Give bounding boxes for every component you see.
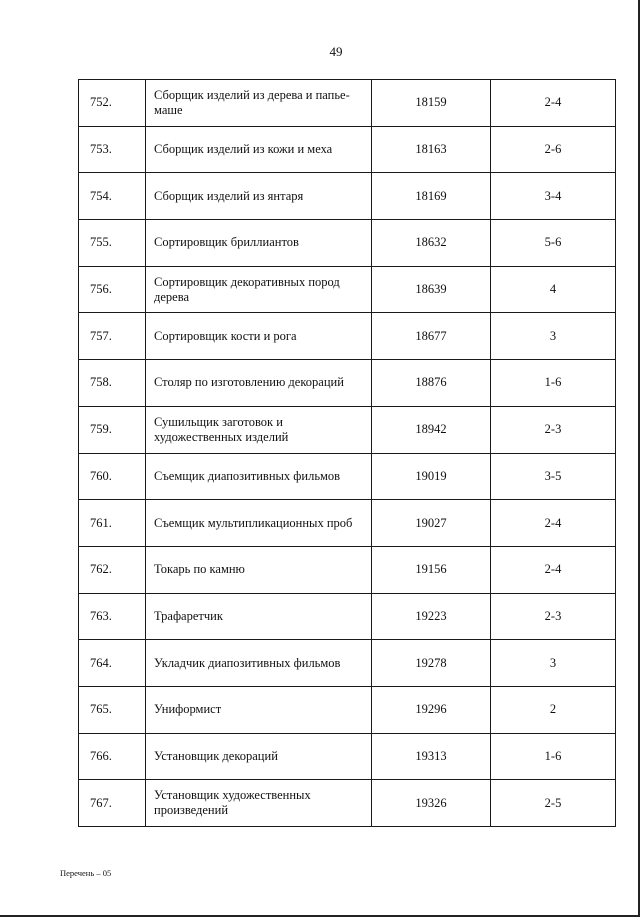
profession-title: Сборщик изделий из янтаря — [146, 173, 372, 220]
profession-title: Столяр по изготовлению декораций — [146, 360, 372, 407]
profession-title: Сушильщик заготовок и художественных изделий — [146, 406, 372, 453]
profession-code: 19223 — [372, 593, 491, 640]
profession-code: 18169 — [372, 173, 491, 220]
table-row — [79, 80, 616, 127]
profession-code: 19027 — [372, 500, 491, 547]
table-row — [79, 453, 616, 500]
row-number: 760. — [79, 453, 146, 500]
profession-code: 19296 — [372, 686, 491, 733]
table-body — [79, 80, 616, 827]
table-row — [79, 360, 616, 407]
row-number: 765. — [79, 686, 146, 733]
row-number: 763. — [79, 593, 146, 640]
grade-range: 1-6 — [491, 360, 616, 407]
profession-code: 19278 — [372, 640, 491, 687]
grade-range: 3 — [491, 640, 616, 687]
grade-range: 2-5 — [491, 780, 616, 827]
table-row — [79, 733, 616, 780]
profession-title: Укладчик диапозитивных фильмов — [146, 640, 372, 687]
profession-code: 18159 — [372, 80, 491, 127]
row-number: 762. — [79, 546, 146, 593]
profession-code: 18163 — [372, 126, 491, 173]
row-number: 752. — [79, 80, 146, 127]
table-row — [79, 313, 616, 360]
grade-range: 1-6 — [491, 733, 616, 780]
grade-range: 2-4 — [491, 546, 616, 593]
row-number: 764. — [79, 640, 146, 687]
profession-title: Съемщик мультипликационных проб — [146, 500, 372, 547]
profession-code: 19313 — [372, 733, 491, 780]
table-row — [79, 593, 616, 640]
table-row — [79, 500, 616, 547]
profession-title: Сортировщик бриллиантов — [146, 220, 372, 267]
profession-title: Сборщик изделий из кожи и меха — [146, 126, 372, 173]
footer-label: Перечень – 05 — [60, 868, 112, 878]
table-row — [79, 220, 616, 267]
grade-range: 2-3 — [491, 406, 616, 453]
row-number: 761. — [79, 500, 146, 547]
row-number: 758. — [79, 360, 146, 407]
table-row — [79, 126, 616, 173]
row-number: 759. — [79, 406, 146, 453]
row-number: 766. — [79, 733, 146, 780]
profession-code: 18677 — [372, 313, 491, 360]
profession-code: 18876 — [372, 360, 491, 407]
grade-range: 3-4 — [491, 173, 616, 220]
profession-title: Съемщик диапозитивных фильмов — [146, 453, 372, 500]
row-number: 753. — [79, 126, 146, 173]
row-number: 756. — [79, 266, 146, 313]
profession-title: Трафаретчик — [146, 593, 372, 640]
table-row — [79, 686, 616, 733]
table-row — [79, 546, 616, 593]
profession-code: 19156 — [372, 546, 491, 593]
profession-code: 18639 — [372, 266, 491, 313]
profession-title: Сборщик изделий из дерева и папье-маше — [146, 80, 372, 127]
profession-code: 19019 — [372, 453, 491, 500]
grade-range: 2 — [491, 686, 616, 733]
profession-code: 18632 — [372, 220, 491, 267]
profession-title: Установщик декораций — [146, 733, 372, 780]
row-number: 754. — [79, 173, 146, 220]
grade-range: 2-3 — [491, 593, 616, 640]
profession-title: Сортировщик кости и рога — [146, 313, 372, 360]
table-row — [79, 640, 616, 687]
grade-range: 5-6 — [491, 220, 616, 267]
page-number: 49 — [329, 44, 343, 59]
grade-range: 2-4 — [491, 500, 616, 547]
table-row — [79, 406, 616, 453]
profession-code: 18942 — [372, 406, 491, 453]
grade-range: 2-6 — [491, 126, 616, 173]
grade-range: 3-5 — [491, 453, 616, 500]
grade-range: 4 — [491, 266, 616, 313]
grade-range: 2-4 — [491, 80, 616, 127]
row-number: 757. — [79, 313, 146, 360]
profession-title: Сортировщик декоративных пород дерева — [146, 266, 372, 313]
table-row — [79, 780, 616, 827]
profession-code: 19326 — [372, 780, 491, 827]
table-row — [79, 173, 616, 220]
row-number: 767. — [79, 780, 146, 827]
table-row — [79, 266, 616, 313]
profession-title: Установщик художественных произведений — [146, 780, 372, 827]
profession-table — [78, 79, 616, 827]
profession-title: Униформист — [146, 686, 372, 733]
grade-range: 3 — [491, 313, 616, 360]
profession-title: Токарь по камню — [146, 546, 372, 593]
row-number: 755. — [79, 220, 146, 267]
